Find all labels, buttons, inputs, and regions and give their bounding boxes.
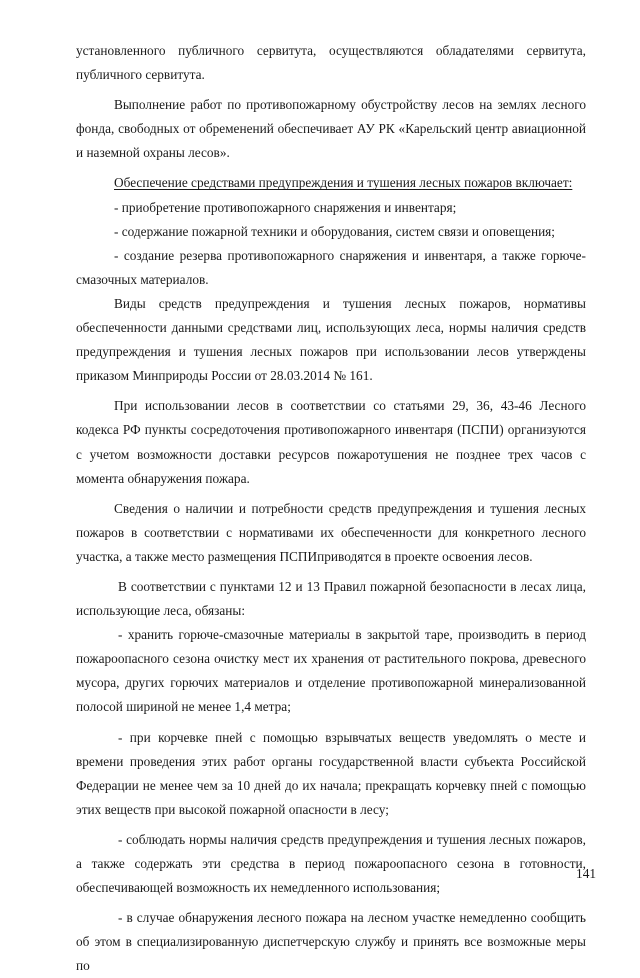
paragraph-means-heading <box>76 171 586 195</box>
paragraph-servitude-continuation: установленного публичного сервитута, осуществляются обладателями сервитута, публичного сервитута. <box>76 43 586 83</box>
page-number: 141 <box>576 866 596 881</box>
list-item-stump-removal: - при корчевке пней с помощью взрывчатых веществ уведомлять о месте и времени проведения этих работ органы государственной власти субъекта Российской Федерации не менее чем за 10 дней до их начала; прекращать корчевку пней с помощью этих веществ при высокой пожарной опасности в лесу; <box>76 729 586 817</box>
underlined-heading: Обеспечение средствами предупреждения и тушения лесных пожаров включает: <box>114 175 573 191</box>
paragraph-norms-order: Виды средств предупреждения и тушения лесных пожаров, нормативы обеспеченности данными средствами лиц, использующих леса, нормы наличия средств предупреждения и тушения лесных пожаров при использовании лесов утверждены приказом Минприроды России от 28.03.2014 № 161. <box>76 295 586 384</box>
list-item-equipment-maintenance: - содержание пожарной техники и оборудования, систем связи и оповещения; <box>114 223 555 239</box>
paragraph-fire-works: Выполнение работ по противопожарному обустройству лесов на землях лесного фонда, свободных от обременений обеспечивает АУ РК «Карельский центр авиационной и наземной охраны лесов». <box>76 97 586 161</box>
list-item-fuel-storage: - хранить горюче-смазочные материалы в закрытой таре, производить в период пожароопасного сезона очистку мест их хранения от растительного покрова, древесного мусора, других горючих материалов и отделение противопожарной минерализованной полосой шириной не менее 1,4 метра; <box>76 627 586 715</box>
list-item-fire-means-norms: - соблюдать нормы наличия средств предупреждения и тушения лесных пожаров, а также содержать эти средства в период пожароопасного сезона в готовности, обеспечивающей возможность их немедленного использования; <box>76 831 586 896</box>
paragraph-pspi: При использовании лесов в соответствии со статьями 29, 36, 43-46 Лесного кодекса РФ пункты сосредоточения противопожарного инвентаря (ПСПИ) организуются с учетом возможности доставки ресурсов пожаротушения не позднее трех часов с момента обнаружения пожара. <box>76 398 586 486</box>
list-item-equipment-purchase: - приобретение противопожарного снаряжения и инвентаря; <box>114 199 457 215</box>
list-item-fire-report: - в случае обнаружения лесного пожара на лесном участке немедленно сообщить об этом в специализированную диспетчерскую службу и принять все возможные меры по <box>76 910 586 974</box>
paragraph-rules-obligations: В соответствии с пунктами 12 и 13 Правил пожарной безопасности в лесах лица, использующие леса, обязаны: <box>76 578 586 619</box>
paragraph-info-pspi: Сведения о наличии и потребности средств предупреждения и тушения лесных пожаров в соответствии с нормативами их обеспеченности для конкретного лесного участка, а также место размещения ПСПИприводятся в проекте освоения лесов. <box>76 500 586 564</box>
list-item-reserve: - создание резерва противопожарного снаряжения и инвентаря, а также горюче-смазочных материалов. <box>76 247 586 287</box>
